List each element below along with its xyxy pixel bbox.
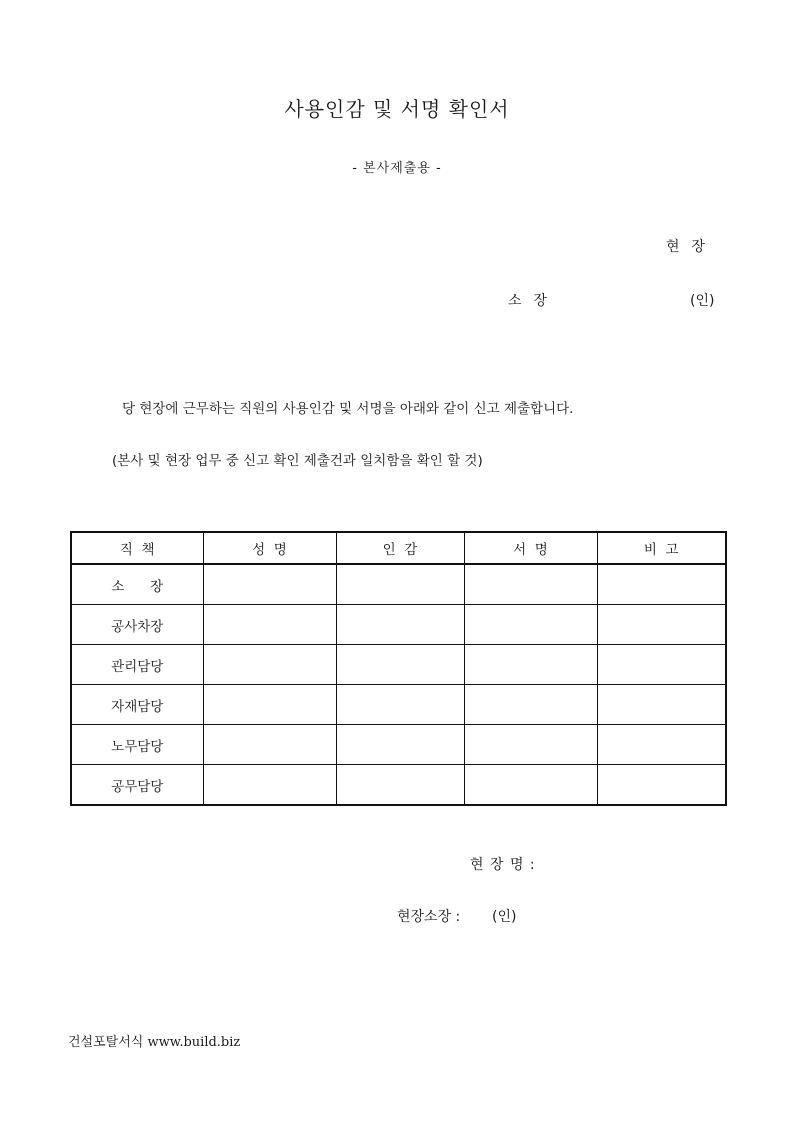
footer-url[interactable]: www.build.biz — [147, 1035, 241, 1050]
remarks-cell[interactable] — [597, 645, 726, 685]
site-manager-seal-mark: (인) — [492, 909, 517, 925]
site-label: 현 장 — [666, 239, 706, 255]
signature-cell[interactable] — [464, 564, 597, 605]
name-cell[interactable] — [203, 605, 336, 645]
remarks-cell[interactable] — [597, 685, 726, 725]
seal-cell[interactable] — [336, 645, 464, 685]
remarks-cell[interactable] — [597, 564, 726, 605]
footer-brand: 건설포탈서식 — [68, 1035, 144, 1050]
table-row — [71, 685, 726, 725]
table-header-row — [71, 532, 726, 564]
manager-seal-mark: (인) — [690, 293, 715, 309]
signature-table — [70, 531, 727, 806]
statement-text: 당 현장에 근무하는 직원의 사용인감 및 서명을 아래와 같이 신고 제출합니다. — [122, 401, 574, 417]
site-manager-label: 현장소장 : — [397, 909, 461, 925]
seal-cell[interactable] — [336, 564, 464, 605]
header-signature: 서 명 — [464, 532, 597, 564]
position-cell: 공무담당 — [71, 765, 203, 806]
signature-cell[interactable] — [464, 765, 597, 806]
position-cell: 관리담당 — [71, 645, 203, 685]
name-cell[interactable] — [203, 725, 336, 765]
name-cell[interactable] — [203, 645, 336, 685]
position-cell: 자재담당 — [71, 685, 203, 725]
manager-label: 소 장 — [508, 293, 548, 309]
header-remarks: 비 고 — [597, 532, 726, 564]
table-row — [71, 765, 726, 806]
position-cell: 공사차장 — [71, 605, 203, 645]
note-text: (본사 및 현장 업무 중 신고 확인 제출건과 일치함을 확인 할 것) — [112, 453, 483, 469]
remarks-cell[interactable] — [597, 765, 726, 806]
document-subtitle: - 본사제출용 - — [352, 161, 442, 176]
site-name-label: 현 장 명 : — [470, 857, 536, 873]
footer — [68, 1031, 240, 1050]
seal-cell[interactable] — [336, 725, 464, 765]
signature-cell[interactable] — [464, 605, 597, 645]
name-cell[interactable] — [203, 685, 336, 725]
header-name: 성 명 — [203, 532, 336, 564]
position-cell: 소 장 — [71, 564, 203, 605]
document-title: 사용인감 및 서명 확인서 — [284, 97, 510, 121]
seal-cell[interactable] — [336, 685, 464, 725]
remarks-cell[interactable] — [597, 605, 726, 645]
position-cell: 노무담당 — [71, 725, 203, 765]
header-position: 직 책 — [71, 532, 203, 564]
signature-cell[interactable] — [464, 725, 597, 765]
seal-cell[interactable] — [336, 765, 464, 806]
signature-cell[interactable] — [464, 685, 597, 725]
header-seal: 인 감 — [336, 532, 464, 564]
name-cell[interactable] — [203, 765, 336, 806]
signature-cell[interactable] — [464, 645, 597, 685]
table-row — [71, 645, 726, 685]
name-cell[interactable] — [203, 564, 336, 605]
table-row — [71, 725, 726, 765]
table-row — [71, 605, 726, 645]
remarks-cell[interactable] — [597, 725, 726, 765]
table-row — [71, 564, 726, 605]
seal-cell[interactable] — [336, 605, 464, 645]
